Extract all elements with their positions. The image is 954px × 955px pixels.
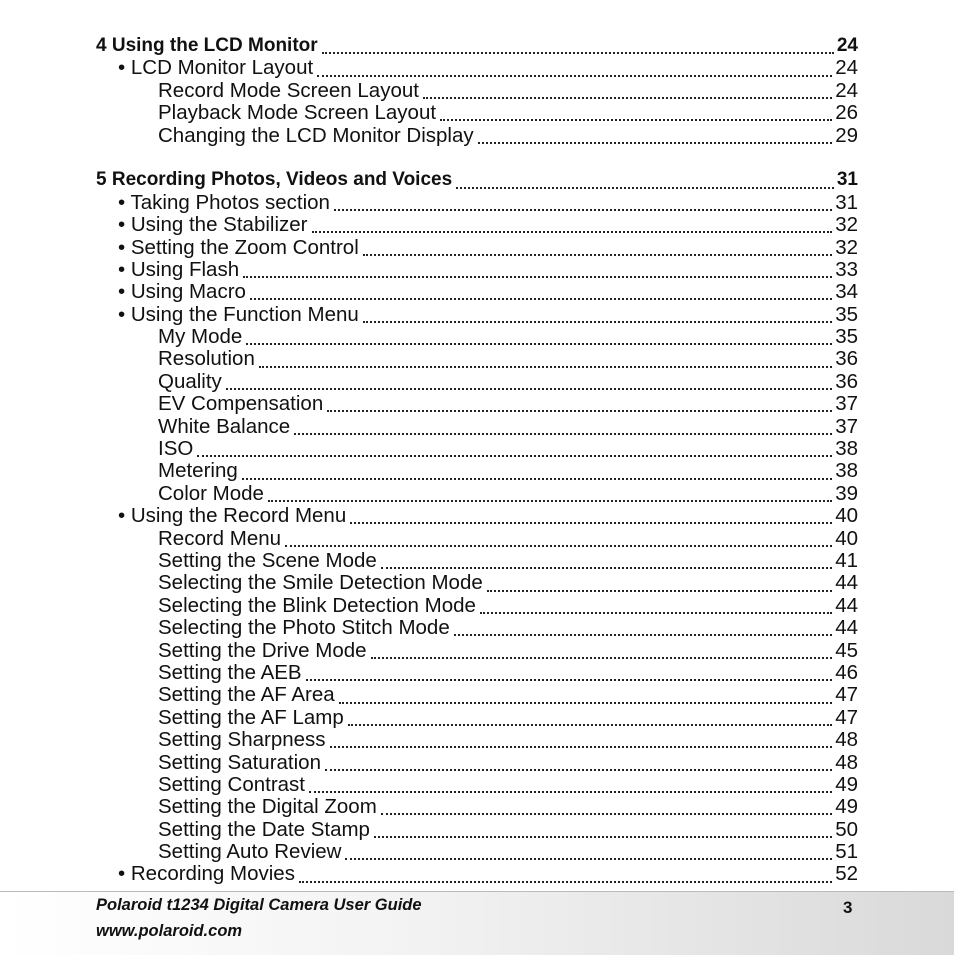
toc-entry-title: Setting the AEB	[158, 660, 302, 684]
toc-entry-title: 4 Using the LCD Monitor	[96, 35, 318, 56]
toc-entry-page: 26	[835, 101, 858, 125]
toc-entry-sub[interactable]	[96, 416, 858, 438]
dot-leader	[309, 791, 832, 793]
toc-entry-page: 47	[835, 705, 858, 729]
dot-leader	[374, 836, 832, 838]
toc-entry-title: Selecting the Blink Detection Mode	[158, 593, 476, 617]
toc-entry-page: 40	[835, 526, 858, 550]
toc-entry-sub[interactable]	[96, 125, 858, 147]
dot-leader	[381, 813, 832, 815]
toc-entry-sub[interactable]	[96, 640, 858, 662]
dot-leader	[243, 276, 832, 278]
toc-entry-sub[interactable]	[96, 528, 858, 550]
toc-entry-page: 44	[835, 593, 858, 617]
toc-entry-page: 51	[835, 840, 858, 864]
toc-entry-sub[interactable]	[96, 550, 858, 572]
toc-entry-bullet[interactable]	[96, 304, 858, 326]
toc-entry-page: 31	[835, 190, 858, 214]
toc-entry-bullet[interactable]	[96, 214, 858, 236]
toc-entry-page: 24	[835, 78, 858, 102]
dot-leader	[454, 634, 832, 636]
toc-entry-title: Selecting the Photo Stitch Mode	[158, 616, 450, 640]
toc-entry-page: 32	[835, 213, 858, 237]
toc-entry-page: 24	[836, 35, 858, 56]
dot-leader	[285, 545, 832, 547]
toc-entry-title: Record Menu	[158, 526, 282, 550]
toc-entry-bullet[interactable]	[96, 863, 858, 885]
toc-entry-bullet[interactable]	[96, 237, 858, 259]
toc-entry-sub[interactable]	[96, 80, 858, 102]
toc-entry-bullet[interactable]	[96, 259, 858, 281]
dot-leader	[317, 75, 832, 77]
toc-entry-sub[interactable]	[96, 662, 858, 684]
toc-entry-sub[interactable]	[96, 326, 858, 348]
toc-entry-page: 44	[835, 571, 858, 595]
toc-entry-title: • Setting the Zoom Control	[118, 235, 359, 259]
toc-entry-page: 52	[835, 862, 858, 886]
toc-entry-sub[interactable]	[96, 729, 858, 751]
dot-leader	[480, 612, 832, 614]
toc-entry-bullet[interactable]	[96, 57, 858, 79]
toc-entry-title: Record Mode Screen Layout	[158, 78, 419, 102]
toc-entry-title: Setting Auto Review	[158, 840, 342, 864]
toc-entry-title: Setting the Date Stamp	[158, 817, 370, 841]
toc-entry-page: 46	[835, 660, 858, 684]
toc-entry-title: Setting the Scene Mode	[158, 548, 377, 572]
toc-entry-page: 34	[835, 280, 858, 304]
toc-entry-title: White Balance	[158, 414, 291, 438]
toc-entry-sub[interactable]	[96, 796, 858, 818]
dot-leader	[371, 657, 833, 659]
toc-entry-page: 36	[835, 347, 858, 371]
toc-entry-title: ISO	[158, 437, 194, 461]
toc-entry-page: 35	[835, 325, 858, 349]
dot-leader	[363, 321, 832, 323]
toc-entry-sub[interactable]	[96, 348, 858, 370]
toc-entry-sub[interactable]	[96, 684, 858, 706]
dot-leader	[312, 231, 833, 233]
toc-entry-sub[interactable]	[96, 572, 858, 594]
dot-leader	[345, 858, 832, 860]
dot-leader	[330, 746, 833, 748]
toc-entry-title: 5 Recording Photos, Videos and Voices	[96, 169, 453, 191]
toc-entry-page: 32	[835, 235, 858, 259]
toc-entry-bullet[interactable]	[96, 505, 858, 527]
toc-entry-sub[interactable]	[96, 819, 858, 841]
toc-entry-title: Quality	[158, 369, 222, 393]
toc-entry-page: 29	[835, 123, 858, 147]
toc-entry-sub[interactable]	[96, 393, 858, 415]
dot-leader	[299, 881, 832, 883]
dot-leader	[197, 455, 832, 457]
dot-leader	[242, 478, 832, 480]
toc-entry-sub[interactable]	[96, 617, 858, 639]
toc-entry-title: Setting the Digital Zoom	[158, 795, 377, 819]
table-of-contents	[96, 35, 858, 886]
toc-entry-title: Setting Sharpness	[158, 728, 326, 752]
toc-entry-sub[interactable]	[96, 371, 858, 393]
website-url: www.polaroid.com	[96, 922, 243, 940]
toc-entry-page: 49	[835, 772, 858, 796]
dot-leader	[325, 769, 832, 771]
toc-entry-section[interactable]	[96, 35, 858, 57]
page-footer	[0, 891, 954, 955]
dot-leader	[440, 119, 832, 121]
toc-entry-title: Setting Contrast	[158, 772, 305, 796]
dot-leader	[294, 433, 832, 435]
dot-leader	[381, 567, 832, 569]
dot-leader	[327, 410, 832, 412]
toc-entry-page: 40	[835, 504, 858, 528]
toc-entry-title: Metering	[158, 459, 238, 483]
toc-entry-sub[interactable]	[96, 707, 858, 729]
dot-leader	[350, 522, 832, 524]
toc-entry-page: 33	[835, 257, 858, 281]
dot-leader	[334, 209, 832, 211]
toc-entry-title: Setting the AF Area	[158, 683, 335, 707]
dot-leader	[487, 590, 832, 592]
dot-leader	[259, 366, 832, 368]
toc-entry-page: 37	[835, 392, 858, 416]
toc-entry-section[interactable]	[96, 169, 858, 191]
toc-entry-title: • Using Macro	[118, 280, 246, 304]
toc-entry-page: 39	[835, 481, 858, 505]
toc-entry-title: Color Mode	[158, 481, 264, 505]
toc-entry-title: Playback Mode Screen Layout	[158, 101, 437, 125]
dot-leader	[268, 500, 832, 502]
toc-entry-bullet[interactable]	[96, 192, 858, 214]
toc-entry-page: 38	[835, 437, 858, 461]
dot-leader	[226, 388, 832, 390]
dot-leader	[250, 298, 832, 300]
toc-entry-sub[interactable]	[96, 483, 858, 505]
dot-leader	[306, 679, 833, 681]
toc-entry-title: Setting Saturation	[158, 750, 321, 774]
dot-leader	[348, 724, 832, 726]
toc-entry-page: 48	[835, 750, 858, 774]
dot-leader	[246, 343, 832, 345]
toc-entry-sub[interactable]	[96, 774, 858, 796]
toc-entry-page: 44	[835, 616, 858, 640]
guide-title: Polaroid t1234 Digital Camera User Guide	[96, 896, 422, 914]
toc-entry-title: Resolution	[158, 347, 255, 371]
toc-entry-page: 36	[835, 369, 858, 393]
toc-entry-page: 41	[835, 548, 858, 572]
toc-entry-title: • LCD Monitor Layout	[118, 56, 314, 80]
toc-entry-sub[interactable]	[96, 752, 858, 774]
toc-entry-title: • Using the Stabilizer	[118, 213, 308, 237]
toc-entry-title: My Mode	[158, 325, 243, 349]
dot-leader	[423, 97, 832, 99]
toc-entry-title: • Using the Function Menu	[118, 302, 359, 326]
toc-entry-sub[interactable]	[96, 841, 858, 863]
toc-entry-page: 35	[835, 302, 858, 326]
dot-leader	[478, 142, 833, 144]
toc-entry-title: • Using Flash	[118, 257, 240, 281]
toc-entry-title: EV Compensation	[158, 392, 324, 416]
toc-entry-title: • Using the Record Menu	[118, 504, 347, 528]
toc-entry-title: Changing the LCD Monitor Display	[158, 123, 474, 147]
toc-entry-page: 24	[835, 56, 858, 80]
toc-entry-page: 45	[835, 638, 858, 662]
toc-entry-page: 47	[835, 683, 858, 707]
toc-entry-page: 38	[835, 459, 858, 483]
toc-entry-sub[interactable]	[96, 102, 858, 124]
toc-entry-page: 50	[835, 817, 858, 841]
dot-leader	[322, 52, 834, 54]
toc-entry-title: • Taking Photos section	[118, 190, 330, 214]
toc-entry-title: • Recording Movies	[118, 862, 295, 886]
page-number: 3	[843, 898, 853, 917]
toc-entry-title: Selecting the Smile Detection Mode	[158, 571, 483, 595]
toc-entry-page: 49	[835, 795, 858, 819]
toc-entry-sub[interactable]	[96, 460, 858, 482]
section-spacer	[96, 147, 858, 169]
toc-entry-bullet[interactable]	[96, 281, 858, 303]
toc-entry-title: Setting the AF Lamp	[158, 705, 344, 729]
toc-entry-sub[interactable]	[96, 595, 858, 617]
toc-entry-page: 37	[835, 414, 858, 438]
toc-entry-sub[interactable]	[96, 438, 858, 460]
toc-entry-title: Setting the Drive Mode	[158, 638, 367, 662]
toc-entry-page: 48	[835, 728, 858, 752]
dot-leader	[363, 254, 832, 256]
toc-entry-page: 31	[836, 169, 858, 191]
dot-leader	[339, 702, 833, 704]
dot-leader	[456, 187, 834, 189]
